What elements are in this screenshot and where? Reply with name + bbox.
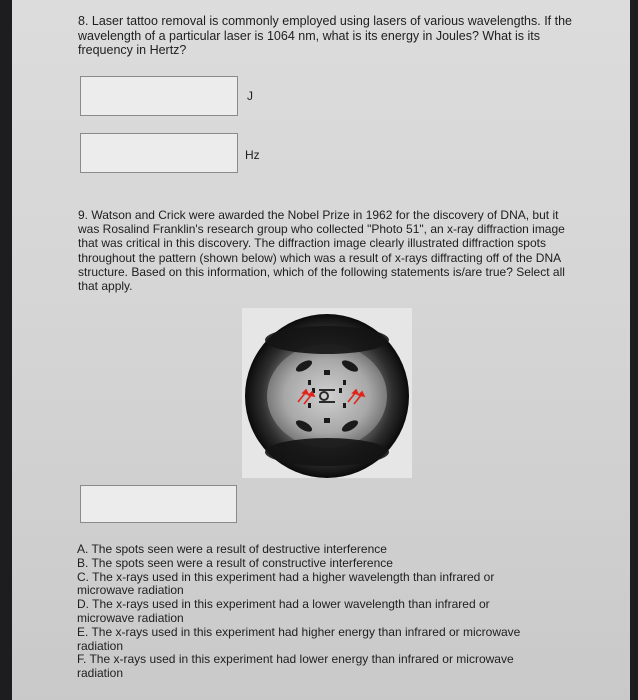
energy-answer-box[interactable]: [80, 76, 238, 116]
frequency-unit-label: Hz: [245, 148, 260, 162]
q9-answer-box[interactable]: [80, 485, 237, 523]
choice-d: D. The x-rays used in this experiment had a lower wavelength than infrared or microwave radiation: [77, 597, 490, 625]
frequency-answer-box[interactable]: [80, 133, 238, 173]
question-9-text: 9. Watson and Crick were awarded the Nobel Prize in 1962 for the discovery of DNA, but it was Rosalind Franklin's research group who collected "Photo 51", an x-ray diffraction image that was critical in this discovery. The diffraction image clearly illustrated diffraction spots throughout the pattern (shown below) which was a result of x-rays diffracting off of the DNA structure. Based on this information, which of the following statements is/are true? Select all that apply.: [78, 208, 565, 294]
energy-unit-label: J: [247, 89, 253, 103]
worksheet-page: [12, 0, 630, 700]
choice-b: B. The spots seen were a result of constructive interference: [77, 555, 393, 570]
choice-f: F. The x-rays used in this experiment had lower energy than infrared or microwave radiation: [77, 652, 514, 681]
question-8-text: 8. Laser tattoo removal is commonly employed using lasers of various wavelengths. If the wavelength of a particular laser is 1064 nm, what is its energy in Joules? What is its frequency in Hertz?: [78, 14, 572, 57]
choice-e: E. The x-rays used in this experiment had higher energy than infrared or microwave radiation: [77, 624, 521, 653]
choice-a: A. The spots seen were a result of destructive interference: [77, 542, 387, 556]
photo-51-diffraction-image: [242, 308, 412, 478]
choice-c: C. The x-rays used in this experiment had a higher wavelength than infrared or microwave radiation: [77, 569, 495, 598]
answer-choices: [77, 543, 547, 681]
